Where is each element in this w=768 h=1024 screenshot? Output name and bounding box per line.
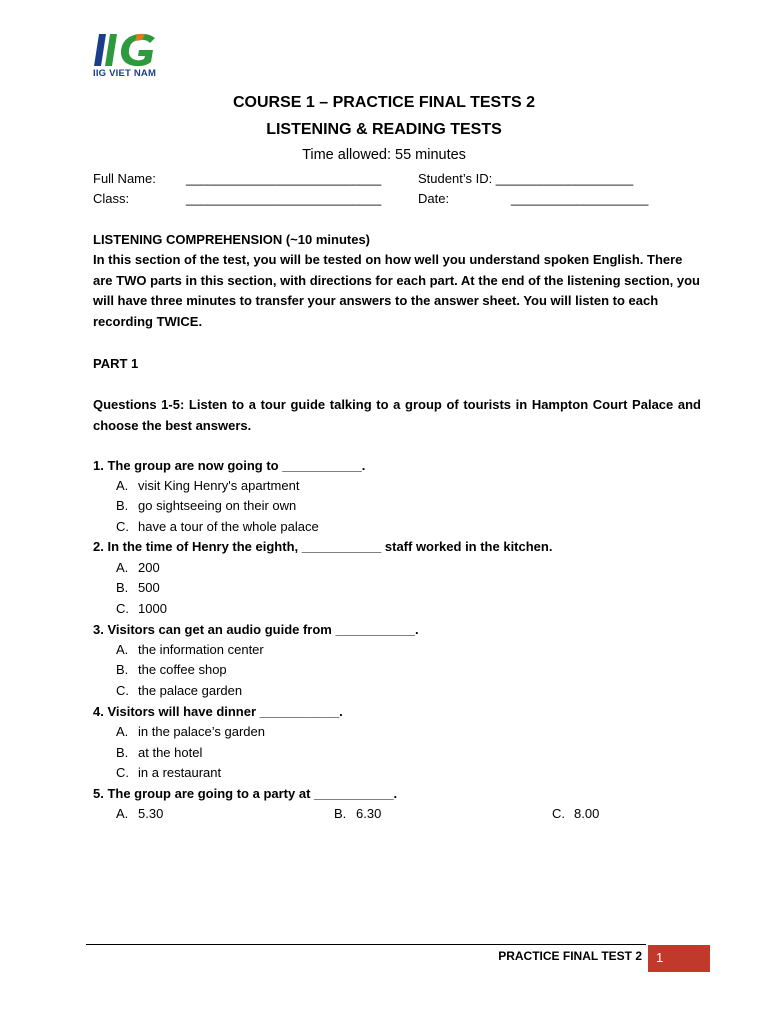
date-label: Date: [418,191,450,206]
date-field[interactable]: ___________________ [511,191,649,206]
class-field[interactable]: ___________________________ [186,191,382,206]
logo-text: IIG VIET NAM [93,68,157,79]
question-1-option-a[interactable]: A. visit King Henry's apartment [116,478,300,493]
question-1: 1. The group are now going to ___________. [93,458,366,473]
question-5: 5. The group are going to a party at ___________. [93,786,398,801]
student-id-field[interactable]: Student’s ID: ___________________ [418,171,634,186]
page-title: COURSE 1 – PRACTICE FINAL TESTS 2 [233,94,535,111]
question-5-option-c[interactable]: C. 8.00 [552,806,600,821]
question-3-option-c[interactable]: C. the palace garden [116,683,243,698]
footer-title: PRACTICE FINAL TEST 2 [498,949,642,963]
time-allowed: Time allowed: 55 minutes [302,147,466,163]
page-subtitle: LISTENING & READING TESTS [266,121,502,138]
page-number: 1 [656,950,664,965]
listening-intro: In this section of the test, you will be tested on how well you understand spoken English. There are TWO parts in this section, with directions for each part. At the end of the listening section, you will have three minutes to transfer your answers to the answer sheet. You will listen to each recording TWICE. [93,252,700,329]
iig-logo-icon [93,32,163,68]
question-4-option-b[interactable]: B. at the hotel [116,745,203,760]
iig-logo [93,32,163,80]
question-2-option-c[interactable]: C. 1000 [116,601,167,616]
question-3-option-b[interactable]: B. the coffee shop [116,662,227,677]
class-label: Class: [93,191,130,206]
question-4: 4. Visitors will have dinner ___________. [93,704,343,719]
part-instructions: Questions 1-5: Listen to a tour guide talking to a group of tourists in Hampton Court Palace and choose the best answers. [93,397,701,433]
question-4-option-a[interactable]: A. in the palace’s garden [116,724,265,739]
question-3-option-a[interactable]: A. the information center [116,642,264,657]
question-5-option-a[interactable]: A. 5.30 [116,806,164,821]
question-3: 3. Visitors can get an audio guide from ___________. [93,622,419,637]
listening-heading: LISTENING COMPREHENSION (~10 minutes) [93,232,371,247]
question-2-option-a[interactable]: A. 200 [116,560,160,575]
question-2: 2. In the time of Henry the eighth, ___________ staff worked in the kitchen. [93,539,553,554]
footer-divider [86,944,646,945]
full-name-field[interactable]: ___________________________ [186,171,382,186]
question-5-option-b[interactable]: B. 6.30 [334,806,382,821]
question-4-option-c[interactable]: C. in a restaurant [116,765,222,780]
full-name-label: Full Name: [93,171,156,186]
question-1-option-c[interactable]: C. have a tour of the whole palace [116,519,319,534]
question-2-option-b[interactable]: B. 500 [116,580,160,595]
question-1-option-b[interactable]: B. go sightseeing on their own [116,498,297,513]
part-label: PART 1 [93,356,139,371]
